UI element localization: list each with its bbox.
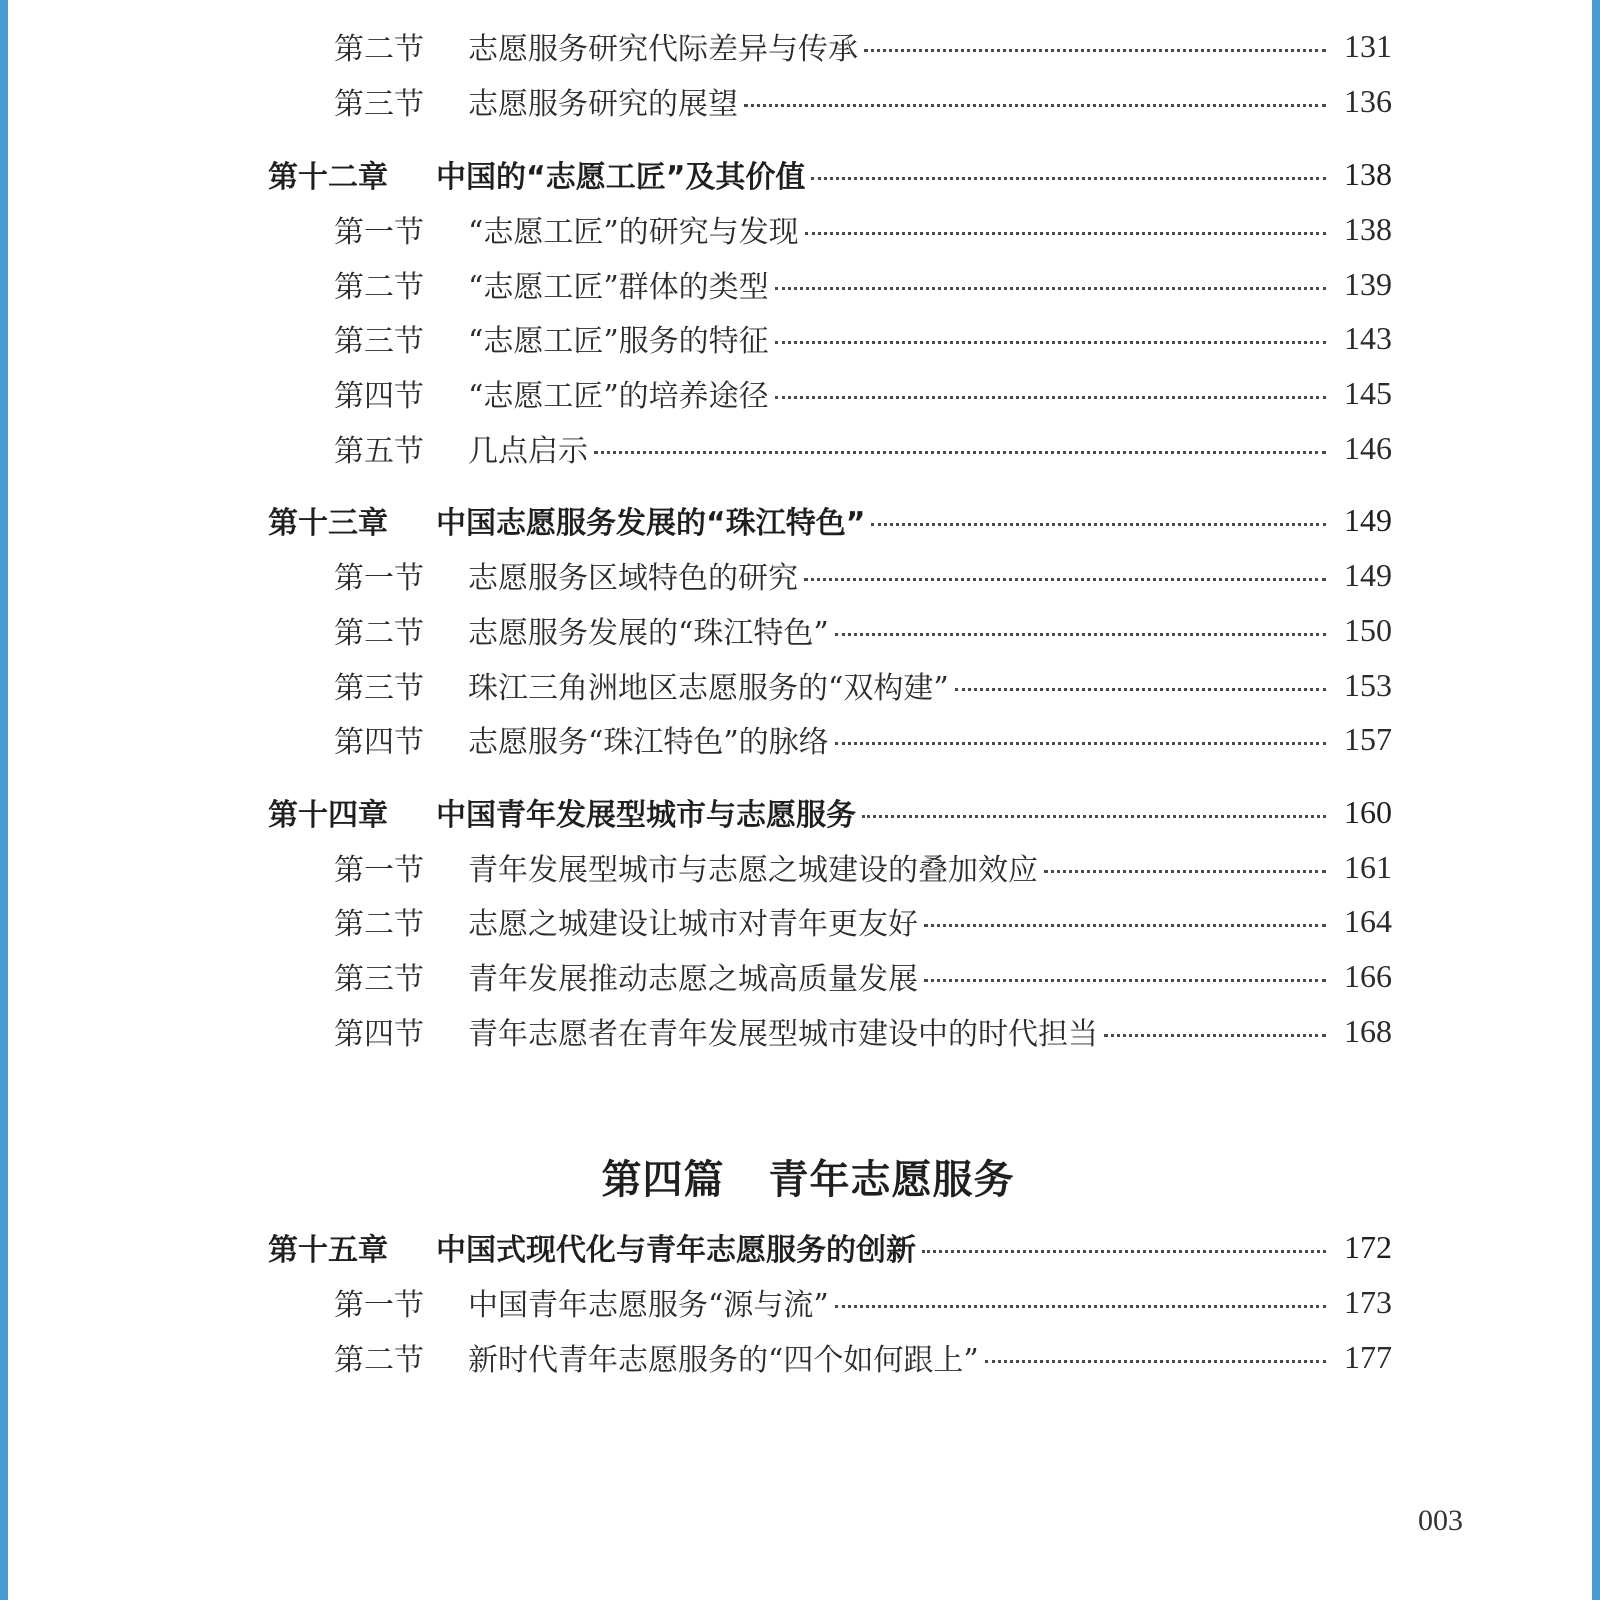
- entry-title: 中国青年志愿服务“源与流”: [468, 1288, 829, 1323]
- leader-dots: [805, 232, 1326, 235]
- entry-title: 几点启示: [468, 434, 588, 469]
- leader-dots: [924, 979, 1326, 982]
- entry-title: “志愿工匠”的研究与发现: [468, 215, 799, 250]
- entry-title: 珠江三角洲地区志愿服务的“双构建”: [468, 671, 949, 706]
- entry-title: 志愿之城建设让城市对青年更友好: [468, 907, 918, 942]
- entry-label: 第一节: [334, 215, 424, 250]
- toc-entry[interactable]: [268, 420, 1392, 476]
- entry-page: 150: [1344, 611, 1392, 648]
- leader-dots: [744, 104, 1326, 107]
- entry-page: 157: [1344, 720, 1392, 757]
- entry-label: 第四节: [334, 379, 424, 414]
- leader-dots: [811, 177, 1326, 180]
- toc-entry[interactable]: [268, 256, 1392, 312]
- part-label: 第四篇: [601, 1156, 725, 1203]
- entry-page: 136: [1344, 82, 1392, 119]
- entry-label: 第四节: [334, 725, 424, 760]
- toc-entry[interactable]: [268, 310, 1392, 366]
- cropped-previous-line: [334, 0, 1390, 10]
- entry-title: 青年发展推动志愿之城高质量发展: [468, 962, 918, 997]
- entry-page: 138: [1344, 210, 1392, 247]
- entry-title: 志愿服务研究的展望: [468, 87, 738, 122]
- toc-entry[interactable]: [268, 948, 1392, 1004]
- leader-dots: [862, 815, 1326, 818]
- entry-page: 168: [1344, 1012, 1392, 1049]
- entry-label: 第一节: [334, 853, 424, 888]
- toc-entry[interactable]: [268, 839, 1392, 895]
- leader-dots: [871, 523, 1326, 526]
- toc-chapter[interactable]: [268, 146, 1392, 202]
- entry-page: 153: [1344, 666, 1392, 703]
- entry-page: 177: [1344, 1338, 1392, 1375]
- entry-title: “志愿工匠”群体的类型: [468, 270, 769, 305]
- leader-dots: [835, 1305, 1326, 1308]
- leader-dots: [775, 341, 1326, 344]
- entry-page: 143: [1344, 319, 1392, 356]
- toc-entry[interactable]: [268, 73, 1392, 129]
- entry-label: 第三节: [334, 87, 424, 122]
- entry-title: “志愿工匠”服务的特征: [468, 324, 769, 359]
- entry-title: 志愿服务区域特色的研究: [468, 561, 798, 596]
- entry-title: 青年志愿者在青年发展型城市建设中的时代担当: [468, 1017, 1098, 1052]
- leader-dots: [804, 578, 1326, 581]
- leader-dots: [864, 49, 1326, 52]
- toc-entry[interactable]: [268, 1274, 1392, 1330]
- toc-chapter[interactable]: [268, 784, 1392, 840]
- entry-page: 161: [1344, 848, 1392, 885]
- toc-chapter[interactable]: [268, 492, 1392, 548]
- toc-chapter[interactable]: [268, 1219, 1392, 1275]
- chapter-label: 第十三章: [268, 506, 388, 541]
- leader-dots: [955, 688, 1326, 691]
- entry-title: 青年发展型城市与志愿之城建设的叠加效应: [468, 853, 1038, 888]
- leader-dots: [1044, 870, 1326, 873]
- chapter-page: 172: [1344, 1228, 1392, 1265]
- entry-label: 第一节: [334, 1288, 424, 1323]
- toc-entry[interactable]: [268, 711, 1392, 767]
- toc-entry[interactable]: [268, 365, 1392, 421]
- entry-label: 第五节: [334, 434, 424, 469]
- entry-title: 志愿服务研究代际差异与传承: [468, 32, 858, 67]
- toc-entry[interactable]: [268, 1003, 1392, 1059]
- entry-label: 第二节: [334, 1343, 424, 1378]
- entry-page: 146: [1344, 429, 1392, 466]
- leader-dots: [1104, 1034, 1326, 1037]
- chapter-label: 第十五章: [268, 1233, 388, 1268]
- toc-entry[interactable]: [268, 893, 1392, 949]
- entry-label: 第一节: [334, 561, 424, 596]
- chapter-title: 中国式现代化与青年志愿服务的创新: [436, 1233, 916, 1268]
- leader-dots: [835, 633, 1326, 636]
- entry-label: 第三节: [334, 962, 424, 997]
- entry-label: 第二节: [334, 270, 424, 305]
- toc-entry[interactable]: [268, 1329, 1392, 1385]
- entry-label: 第二节: [334, 32, 424, 67]
- entry-label: 第二节: [334, 907, 424, 942]
- leader-dots: [924, 924, 1326, 927]
- page-number: 003: [1418, 1504, 1463, 1537]
- toc-entry[interactable]: [268, 602, 1392, 658]
- entry-title: 志愿服务“珠江特色”的脉络: [468, 725, 829, 760]
- chapter-title: 中国志愿服务发展的“珠江特色”: [436, 506, 866, 541]
- part-title-text: 青年志愿服务: [768, 1156, 1015, 1203]
- leader-dots: [775, 396, 1326, 399]
- chapter-label: 第十四章: [268, 798, 388, 833]
- entry-page: 164: [1344, 902, 1392, 939]
- entry-page: 139: [1344, 265, 1392, 302]
- chapter-label: 第十二章: [268, 160, 388, 195]
- entry-title: 新时代青年志愿服务的“四个如何跟上”: [468, 1343, 979, 1378]
- toc-entry[interactable]: [268, 547, 1392, 603]
- entry-label: 第三节: [334, 671, 424, 706]
- entry-page: 131: [1344, 27, 1392, 64]
- leader-dots: [985, 1360, 1326, 1363]
- entry-label: 第三节: [334, 324, 424, 359]
- entry-label: 第四节: [334, 1017, 424, 1052]
- entry-page: 166: [1344, 957, 1392, 994]
- entry-page: 149: [1344, 556, 1392, 593]
- chapter-title: 中国的“志愿工匠”及其价值: [436, 160, 806, 195]
- part-heading: [8, 1148, 1600, 1205]
- entry-page: 173: [1344, 1283, 1392, 1320]
- leader-dots: [594, 451, 1326, 454]
- leader-dots: [835, 742, 1326, 745]
- entry-title: 志愿服务发展的“珠江特色”: [468, 616, 829, 651]
- chapter-page: 149: [1344, 501, 1392, 538]
- leader-dots: [775, 287, 1326, 290]
- entry-label: 第二节: [334, 616, 424, 651]
- entry-title: “志愿工匠”的培养途径: [468, 379, 769, 414]
- toc-entry[interactable]: [268, 18, 1392, 74]
- toc-entry[interactable]: [268, 201, 1392, 257]
- leader-dots: [922, 1250, 1326, 1253]
- toc-entry[interactable]: [268, 657, 1392, 713]
- chapter-page: 138: [1344, 155, 1392, 192]
- chapter-page: 160: [1344, 793, 1392, 830]
- chapter-title: 中国青年发展型城市与志愿服务: [436, 798, 856, 833]
- entry-page: 145: [1344, 374, 1392, 411]
